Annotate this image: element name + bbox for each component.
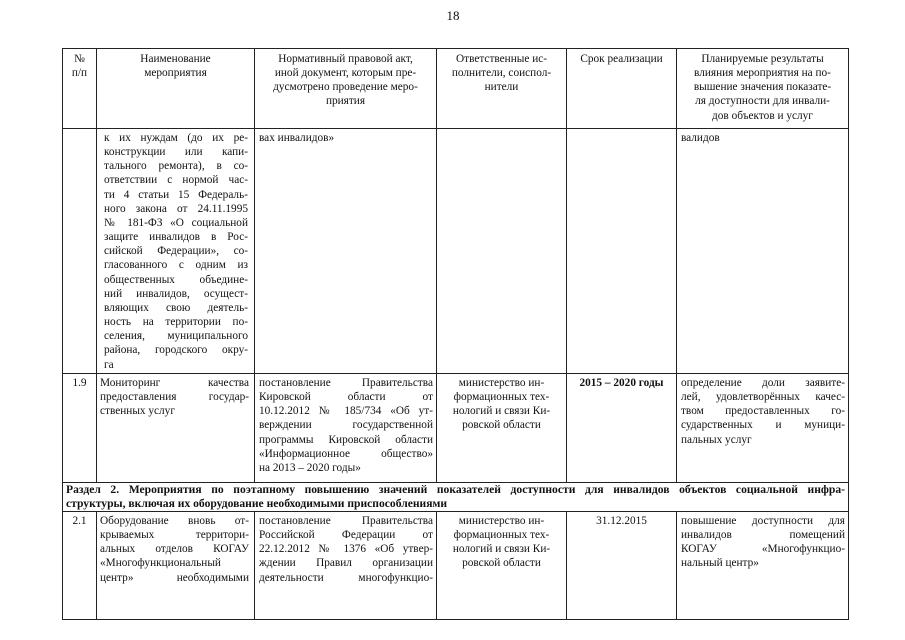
row-1-9-term: 2015 – 2020 годы bbox=[579, 377, 664, 389]
row-1-9-result: определение доли заявите- лей, удовлетворённых качес- твом предоставленных го- сударственных и муници- пальных услуг bbox=[681, 377, 845, 446]
row-2-1-term: 31.12.2015 bbox=[596, 515, 647, 527]
column-divider bbox=[254, 48, 255, 482]
table-border-bottom bbox=[62, 619, 848, 620]
header-name: Наименование мероприятия bbox=[140, 53, 211, 80]
row-2-1-num: 2.1 bbox=[72, 515, 87, 527]
column-divider bbox=[96, 511, 97, 620]
row-1-9-responsible: министерство ин- формационных тех- нологий и связи Ки- ровской области bbox=[452, 377, 551, 432]
header-term: Срок реализации bbox=[580, 53, 663, 65]
column-divider bbox=[62, 48, 63, 482]
section-border bbox=[62, 482, 63, 512]
header-num: № п/п bbox=[71, 53, 88, 80]
column-divider bbox=[848, 511, 849, 620]
row-2-1-responsible: министерство ин- формационных тех- нологий и связи Ки- ровской области bbox=[452, 515, 551, 570]
column-divider bbox=[254, 511, 255, 620]
page-number: 18 bbox=[446, 8, 460, 23]
cont-result: валидов bbox=[681, 132, 720, 144]
header-responsible: Ответственные ис- полнители, соиспол- нители bbox=[451, 53, 552, 94]
section-border bbox=[848, 482, 849, 512]
cont-act: вах инвалидов» bbox=[259, 132, 335, 144]
header-row-divider bbox=[62, 128, 848, 129]
row-1-9-num: 1.9 bbox=[72, 377, 87, 389]
table-border-top bbox=[62, 48, 848, 49]
section-2-heading: Раздел 2. Мероприятия по поэтапному повышению значений показателей доступности для инвалидов объектов социальной инфра- структуры, включая их оборудование необходимыми приспособлениями bbox=[66, 483, 845, 511]
header-act: Нормативный правовой акт, иной документ, которым пре- дусмотрено проведение меро- приятия bbox=[273, 53, 418, 108]
column-divider bbox=[566, 48, 567, 482]
column-divider bbox=[96, 48, 97, 482]
row-2-1-act: постановление Правительства Российской Федерации от 22.12.2012 № 1376 «Об утвер- ждении Правил организации деятельности многофункцио- bbox=[259, 515, 433, 584]
column-divider bbox=[676, 511, 677, 620]
row-1-9-name: Мониторинг качества предоставления государ- ственных услуг bbox=[100, 377, 249, 418]
cont-name: к их нуждам (до их ре- конструкции или капи- тального ремонта), в со- ответствии с нормой час- ти 4 статьи 15 Федераль- ного закона от 24.11.1995 № 181-ФЗ «О социальной защите инвалидов в Рос- сийской Федерации», со- гласованного с одним из общественных объедине- ний инвалидов, осущест- вляющих свою деятель- ность на территории по- селения, муниципального района, городского окру- га bbox=[104, 132, 248, 371]
row-1-9-act: постановление Правительства Кировской области от 10.12.2012 № 185/734 «Об ут- верждении государственной программы Кировской области «Информационное общество» на 2013 – 2020 годы» bbox=[259, 377, 433, 474]
row-2-1-result: повышение доступности для инвалидов помещений КОГАУ «Многофункцио- нальный центр» bbox=[681, 515, 845, 570]
column-divider bbox=[848, 48, 849, 482]
row-2-1-name: Оборудование вновь от- крываемых территори- альных отделов КОГАУ «Многофункциональный центр» необходимыми bbox=[100, 515, 249, 584]
header-result: Планируемые результаты влияния мероприятия на по- вышение значения показате- ля доступности для инвали- дов объектов и услуг bbox=[693, 53, 832, 122]
row-divider bbox=[62, 373, 848, 374]
